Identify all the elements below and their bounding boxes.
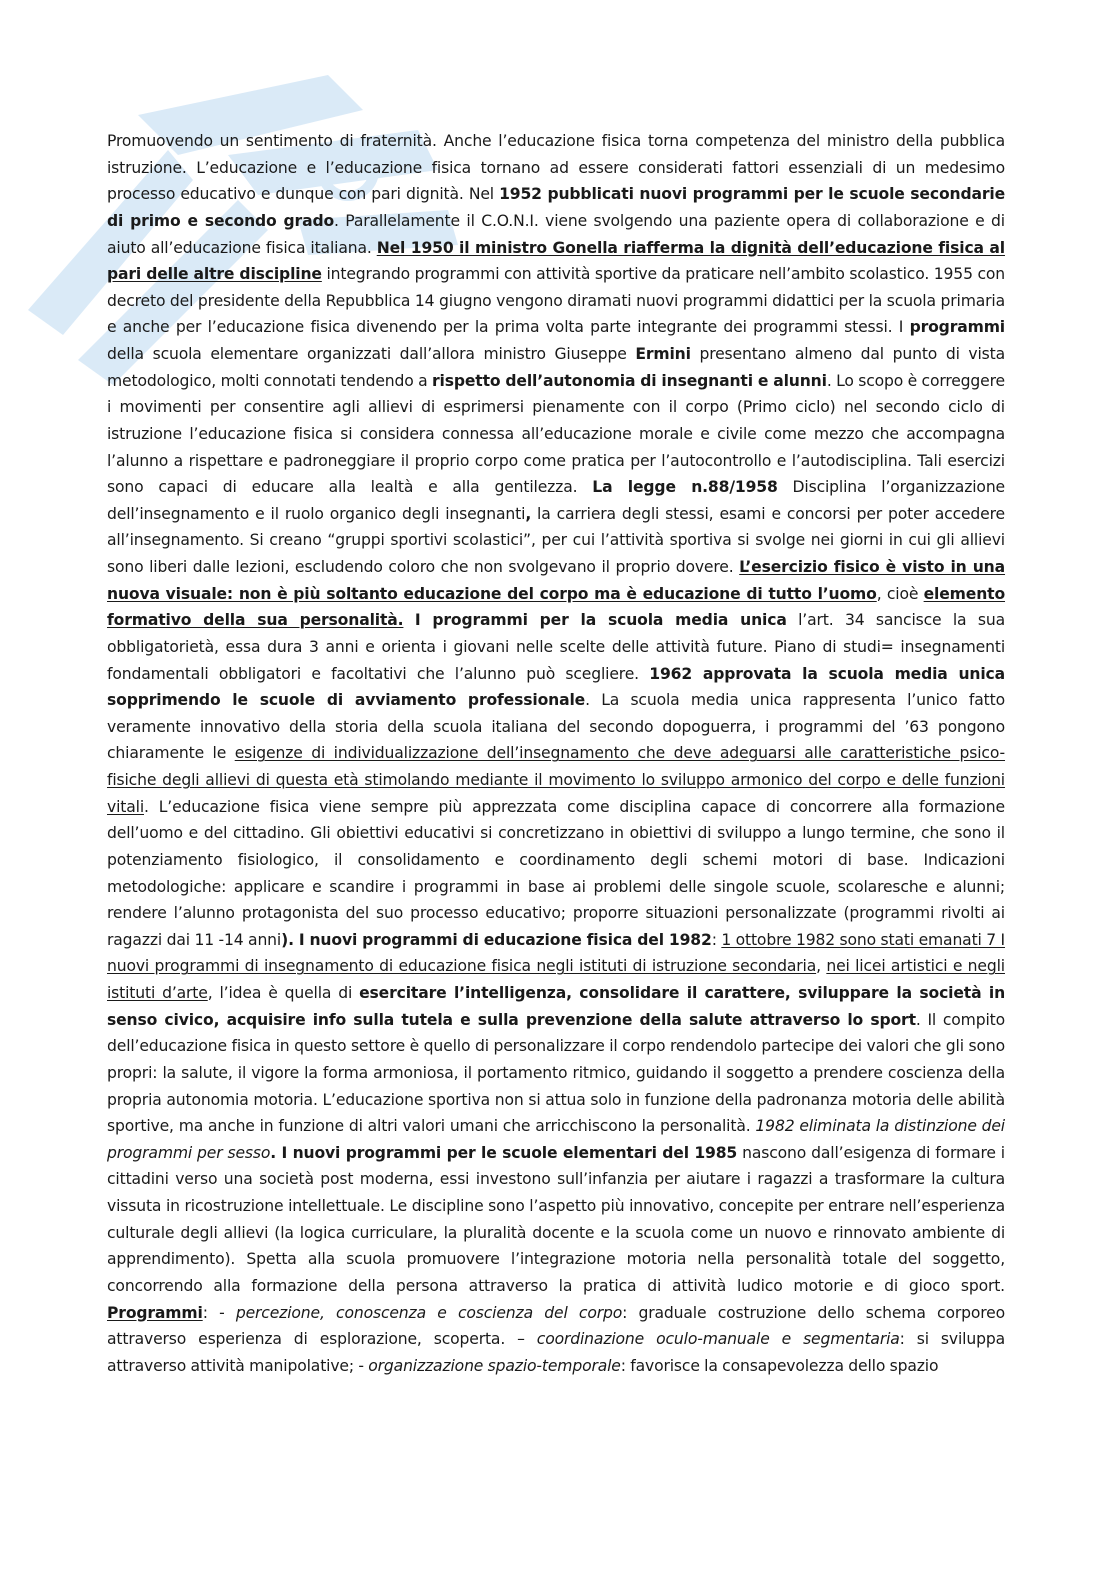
text-run: I programmi per la scuola media unica [414,611,787,630]
text-run [403,611,414,629]
text-run: 1962 approvata la scuola media unica sopprimendo le scuole di avviamento professionale [107,664,1006,710]
text-run: . Parallelamente il C.O.N.I. viene svolgendo una paziente opera di collaborazione e di aiuto all’educazione fisica italiana. [107,211,1005,257]
text-run: : [711,930,722,949]
text-run: organizzazione spazio-temporale [368,1356,621,1375]
text-run: elemento formativo della sua personalità. [107,584,1006,630]
text-run: nei licei artistici e negli istituti d’arte [107,957,1005,1002]
text-run: presentano almeno dal punto di vista metodologico, molti connotati tendendo a [107,345,1005,390]
text-run: integrando programmi con attività sportive da praticare nell’ambito scolastico. 1955 con decreto del presidente della Repubblica 14 giugno vengono diramati nuovi programmi didattici per la scuola primaria e anche per l’educazione fisica divenendo per la prima volta parte integrante dei programmi stessi. I [107,265,1005,337]
text-run: la carriera degli stessi, esami e concorsi per poter accedere all’insegnamento. Si creano “gruppi sportivi scolastici”, per cui l’attività sportiva si svolge nei giorni in cui gli allievi sono liberi dalle lezioni, escludendo coloro che non svolgevano il proprio dovere. [107,504,1005,576]
text-run: ). I nuovi programmi di educazione fisica del 1982 [281,930,712,949]
paragraph [107,128,1005,1379]
text-run: , [525,504,532,523]
text-run: . Il compito dell’educazione fisica in questo settore è quello di personalizzare il corpo rendendolo partecipe dei valori che gli sono propri: la salute, il vigore la forma armoniosa, il portamento ritmico, guidando il soggetto a prendere coscienza della propria autonomia motoria. L’educazione sportiva non si attua solo in funzione della padronanza motoria delle abilità sportive, ma anche in funzione di altri valori umani che arricchiscono la personalità. [107,1010,1005,1136]
text-run: esercitare l’intelligenza, consolidare il carattere, sviluppare la società in senso civico, acquisire info sulla tutela e sulla prevenzione della salute attraverso lo sport [107,984,1006,1029]
text-run: esigenze di individualizzazione dell’insegnamento che deve adeguarsi alle caratteristiche psico-fisiche degli allievi di questa età stimolando mediante il movimento lo sviluppo armonico del corpo e delle funzioni vitali [107,744,1006,816]
text-run: L’esercizio fisico è visto in una nuova visuale: non è più soltanto educazione del corpo ma è educazione di tutto l’uomo [107,558,1006,603]
text-run: Promuovendo un sentimento di fraternità. Anche l’educazione fisica torna competenza del ministro della pubblica istruzione. L’educazione e l’educazione fisica tornano ad essere considerati fattori essenziali di un medesimo processo educativo e dunque con pari dignità. Nel [107,132,1005,204]
text-run: : favorisce la consapevolezza dello spazio [620,1356,939,1375]
text-run: coordinazione oculo-manuale e segmentaria [536,1330,900,1349]
text-run: 1 ottobre 1982 sono stati emanati 7 I nuovi programmi di insegnamento di educazione fisica negli istituti di istruzione secondaria [107,930,1005,976]
text-run: , [816,957,827,976]
text-run: . Lo scopo è correggere i movimenti per consentire agli allievi di esprimersi pienamente con il corpo (Primo ciclo) nel secondo ciclo di istruzione l’educazione fisica si considera connessa all’educazione morale e civile come mezzo che accompagna l’alunno a rispettare e padroneggiare il proprio corpo come pratica per l’autocontrollo e l’autodisciplina. Tali esercizi sono capaci di educare alla lealtà e alla gentilezza. [107,371,1005,497]
text-run: 1952 pubblicati nuovi programmi per le scuole secondarie di primo e secondo grado [107,185,1005,230]
text-run: 1982 eliminata la distinzione dei programmi per sesso [107,1117,1005,1162]
text-run: : graduale costruzione dello schema corporeo attraverso esperienza di esplorazione, scoperta. – [107,1303,1005,1349]
text-run: Nel 1950 il ministro Gonella riafferma la dignità dell’educazione fisica al pari delle altre discipline [107,238,1005,284]
text-run: Ermini [635,345,691,363]
text-run: , cioè [876,584,924,603]
text-run: nascono dall’esigenza di formare i cittadini verso una società post moderna, essi investono sull’infanzia per aiutare i ragazzi a trasformare la cultura vissuta in ricostruzione intellettuale. Le discipline sono l’aspetto più innovativo, concepite per entrare nell’esperienza culturale degli allievi (la logica curriculare, la pluralità docente e la scuola come un nuovo e rinnovato ambiente di apprendimento). Spetta alla scuola promuovere l’integrazione motoria nella personalità totale del soggetto, concorrendo alla formazione della persona attraverso la pratica di attività ludico motorie e di gioco sport. [107,1143,1005,1295]
text-run: programmi [909,318,1005,337]
text-run: La legge n.88/1958 [592,478,778,497]
text-run: Disciplina l’organizzazione dell’insegnamento e il ruolo organico degli insegnanti [107,478,1005,523]
text-run: : si sviluppa attraverso attività manipolative; - [107,1330,1005,1375]
text-run: . La scuola media unica rappresenta l’unico fatto veramente innovativo della storia della scuola italiana del secondo dopoguerra, i programmi del ’63 pongono chiaramente le [107,691,1005,763]
text-run: percezione, conoscenza e coscienza del corpo [235,1303,623,1322]
text-run: : - [202,1303,236,1322]
text-run: . I nuovi programmi per le scuole elementari del 1985 [270,1143,738,1162]
text-run: , l’idea è quella di [207,984,360,1002]
text-run: Programmi [107,1303,203,1322]
document-body [107,128,1005,1379]
text-run: l’art. 34 sancisce la sua obbligatorietà, essa dura 3 anni e orienta i giovani nelle scelte delle attività future. Piano di studi= insegnamenti fondamentali obbligatori e facoltativi che l’alunno può scegliere. [107,611,1005,683]
text-run: rispetto dell’autonomia di insegnanti e alunni [431,371,827,390]
text-run: della scuola elementare organizzati dall’allora ministro Giuseppe [107,345,636,363]
text-run: . L’educazione fisica viene sempre più apprezzata come disciplina capace di concorrere alla formazione dell’uomo e del cittadino. Gli obiettivi educativi si concretizzano in obiettivi di sviluppo a lungo termine, che sono il potenziamento fisiologico, il consolidamento e coordinamento degli schemi motori di base. Indicazioni metodologiche: applicare e scandire i programmi in base ai problemi delle singole scuole, scolaresche e alunni; rendere l’alunno protagonista del suo processo educativo; proporre situazioni personalizzate (programmi rivolti ai ragazzi dai 11 -14 anni [107,797,1005,949]
